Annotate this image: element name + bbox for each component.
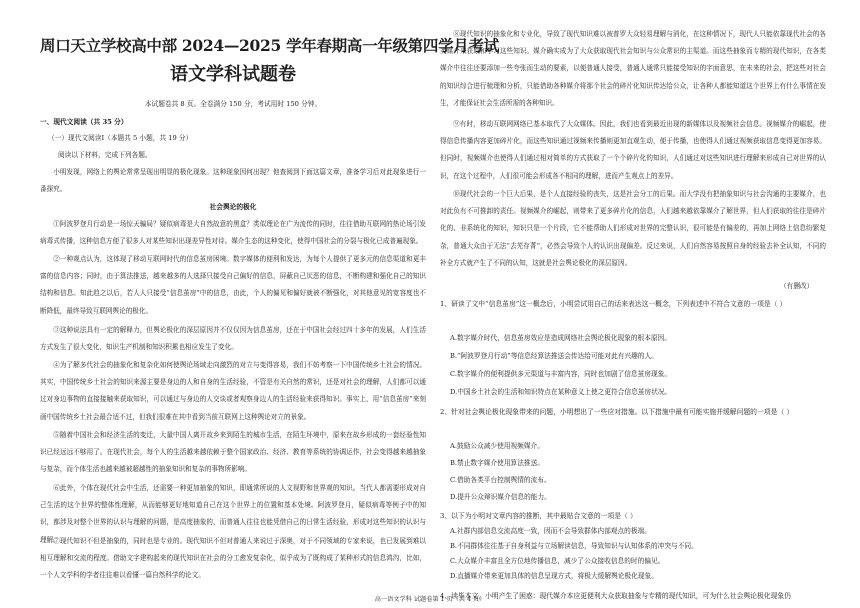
instruction: 阅读以下材料，完成下列各题。 (58, 151, 152, 159)
question-1-stem: 1、研读了文中“信息茧房”这一概念后，小明尝试用自己的话来表达这一概念，下列表述中不符合文意的一项是（ ） (440, 300, 787, 308)
exam-title: 周口天立学校高中部 2024—2025 学年春期高一年级第四学月考试 (40, 36, 499, 55)
article-paragraph-2: ②一种观点认为，这体现了移动互联网时代的信息茧房困境。数字媒体的便利和发达，为每个人提供了更多元的信息渠道和更丰富的信息内容；同时，由于算法推送，越来越多的人选择只接受自己偏好的信息，屏蔽自己厌恶的信息，不断构建和强化自己的知识结构和信息。知此趋之以后，若人人只接受“信息茧房”中的信息，由此，个人的偏见和偏好就被不断强化，对其他意见的宽容度也不断降低，最终导致互联网舆论的极化。 (40, 255, 426, 315)
article-paragraph-7: ⑦现代知识不但是抽象的，同时也是专业的。现代知识不但对普通人来说过于深奥，对于不同领域的专家来说，也已发展到难以相互理解和交流的程度。借助文字建构起来的现代知识在社会的分工愈发复杂化，似乎成为了既构成了某种形式的信息鸿沟，比如，一个人文学科的学者往往难以看懂一篇自然科学的论文。 (40, 537, 426, 580)
article-paragraph-9: ⑨有时，移动互联网网络已基本取代了大众媒体。因此，我们也看到最近出现的新媒体以及视频社会信息。视频媒介的崛起，使得信息传播内容更加碎片化，而这些知识通过视频来传播则更加直观生动，便于传播，也使得人们通过视频获取信息变得更加容易。但同时，视频媒介也使得人们通过相对简单的方式获取了一个个碎片化的知识，人们通过对这些知识进行理解来形成自己对世界的认识，在这个过程中，人们很可能会形成各不相同的理解，进而产生观点上的差异。 (440, 120, 826, 180)
question-1-option-c[interactable]: C.数字媒介的便利提供多元渠道与丰富内容，同时也加剧了信息茧房现象。 (450, 370, 672, 378)
question-4-stem: 4、读毕本文，小明产生了困惑：现代媒介本应更便利大众获取抽象与专精的现代知识，可为什么社会舆论极化现象仍 (440, 592, 791, 600)
question-2-option-a[interactable]: A.鼓励公众减少使用视频媒介。 (450, 442, 544, 450)
intro-paragraph: 小明发现，网络上的舆论常常呈现出明显的极化现象。这种现象因何出现？他查阅到下面这篇文章，准备学习后对此现象进行一番探究。 (40, 168, 426, 194)
exam-info: 本试题卷共 8 页。全卷满分 150 分，考试用时 150 分钟。 (144, 100, 322, 108)
article-paragraph-6: ⑥此外，个体在现代社会中生活，还需要一种更加抽象的知识，即通常所说的人文视野和世界观的知识。当代人都需要形成对自己生活的这个世界的整体性理解，从而能够更好地知道自己在这个世界上的位置和基本处境。阿波罗登月，疑似病毒等例子中的知识，都涉及对整个世界的认识与理解的问题，是高度抽象的，而普通人往往也能凭借自己的日常生活经验，形成对这些知识的认识与理解。 (40, 484, 426, 544)
question-2-option-c[interactable]: C.借助各类平台控制舆情的流布。 (450, 476, 551, 484)
page-footer: 高一语文学科 试题卷第 1 页（共 4 页） (374, 596, 486, 603)
question-3-option-c[interactable]: C.大众媒介丰富且全方位地传播信息，减少了公众接收信息的时的偏见。 (450, 557, 665, 565)
article-title: 社会舆论的极化 (209, 203, 257, 211)
question-3-stem: 3、以下为小明对文章内容的推断，其中最贴合文意的一项是（ ） (440, 512, 637, 520)
question-2-stem: 2、针对社会舆论极化现象带来的问题，小明想出了一些应对措施。以下措施中最有可能实施并缓解问题的一项是（ ） (440, 408, 794, 416)
question-3-option-a[interactable]: A.社群内部信息交流高度一致，因而不会导致群体内部观点的极端。 (450, 527, 651, 535)
subsection-heading: （一）现代文阅读Ⅰ（本题共 5 小题，共 19 分） (48, 134, 193, 142)
question-2-option-b[interactable]: B.禁止数字媒介使用算法推送。 (450, 459, 544, 467)
article-paragraph-1: ①阿波罗登月行动是一场惊天骗局？疑似病毒是大自然故意的黑盒？类似理论在广为流传的同时，往往借助互联网的热论场引发病毒式传播，这种信息方便了很多人对某些知识出现差异性对待。媒介生态的这种变化，使得中国社会的分裂与极化已成普遍现象。 (40, 220, 426, 246)
article-paragraph-5: ⑤随着中国社会和经济生活的变迁，大量中国人离开故乡来到陌生的城市生活，在陌生环境中，原来在故乡形成的一套经验性知识已经远远不够用了。在现代社会，每个人的生活越来越依赖于整个国家政治、经济、教育等系统的协调运作，社会变得越来越抽象与复杂，而个体生活也越来越被超越性的抽象知识和复杂的事物所影响。 (40, 431, 426, 474)
question-1-option-b[interactable]: B.“阿波罗登月行动”等信息经算法推送会传达给可能对此有兴趣的人。 (450, 352, 658, 360)
question-3-option-d[interactable]: D.直播媒介带来更加具体的信息呈现方式，将极大缓解舆论极化现象。 (450, 572, 658, 580)
question-2-option-d[interactable]: D.提升公众辩识媒介信息的能力。 (450, 493, 551, 501)
article-paragraph-4: ④为了解多代社会的抽象化和复杂化如何使舆论场域走向激烈的对立与变得容易，我们不妨考察一下中国传统乡土社会的情况。其实，中国传统乡土社会的知识来源主要是身边的人和自身的生活经验，不管是有关自然的常识，还是对社会的理解，人们都可以通过对身边事物的直接接触来获取知识，可以通过与身边的人交谈或者观察身边人的生活经验来获得知识。事实上，用“信息茧房”来刻画中国传统乡土社会最合适不过，但我们很难在其中看到当前互联网上这种舆论对立的景象。 (40, 361, 426, 421)
source-note: （有删改） (780, 282, 814, 290)
exam-subtitle: 语文学科试题卷 (170, 64, 296, 85)
section-heading: 一、现代文阅读（共 35 分） (40, 118, 128, 126)
article-paragraph-3: ③这种说法具有一定的解释力，但舆论极化的深层原因并不仅仅因为信息茧房，还在于中国社会经过四十多年的发展，人们生活方式发生了很大变化，知识生产机制和知识积累也相应发生了变化。 (40, 326, 426, 352)
article-paragraph-8: ⑧现代知识的抽象化和专业化，导致了现代知识难以被普罗大众轻易理解与消化，在这种情况下，现代人只能依靠现代社会的各类媒介来获取和学习这些知识。媒介确实成为了大众获取现代社会知识与公众常识的主渠道。而这些抽象而专精的现代知识，在各类媒介中往往还要添加一些夸张而生动的要素，以便普通人接受，普通人通常只能接受知识的字面意思，在未来的社会，把这些对社会的知识综合进行梳理和分析，只能借助各种媒介将那个社会的碎片化知识传达给公众，让各种人都能知道这个世界上有什么事情在发生，才能保证社会生活所需的各种知识。 (440, 30, 826, 107)
question-1-option-a[interactable]: A.数字媒介时代，信息茧房效应是造成网络社会舆论极化现象的根本原因。 (450, 334, 671, 342)
article-paragraph-10: ⑩现代社会的一个巨大后果，是个人直接经验的丧失，这是社会分工的后果。而大学没有把抽象知识与社会沟通的主要媒介，也对此负有不可推卸的责任。视频媒介的崛起，则带来了更多碎片化的信息，人们越来越依靠媒介了解世界，但人们获取的往往是碎片化的、非系统化的知识，知识只是一个片段，它不能帮助人们形成对世界的完整认识，很可能是有偏差的，再加上网络上信息纷繁复杂，普通大众由于无法“去芜存菁”，必然会导致个人的认识出现偏差。反过来说，人们自然容易按照自身的经验去补全认知，不同的补全方式就产生了不同的认知，这就是社会舆论极化的深层原因。 (440, 190, 826, 267)
question-3-option-b[interactable]: B.不同群体往往基于自身利益与立场解读信息，导致知识与认知体系的冲突与不同。 (450, 542, 698, 550)
question-1-option-d[interactable]: D.中国乡土社会的生活和知识特点在某种意义上使之更符合信息茧房状况。 (450, 388, 672, 396)
